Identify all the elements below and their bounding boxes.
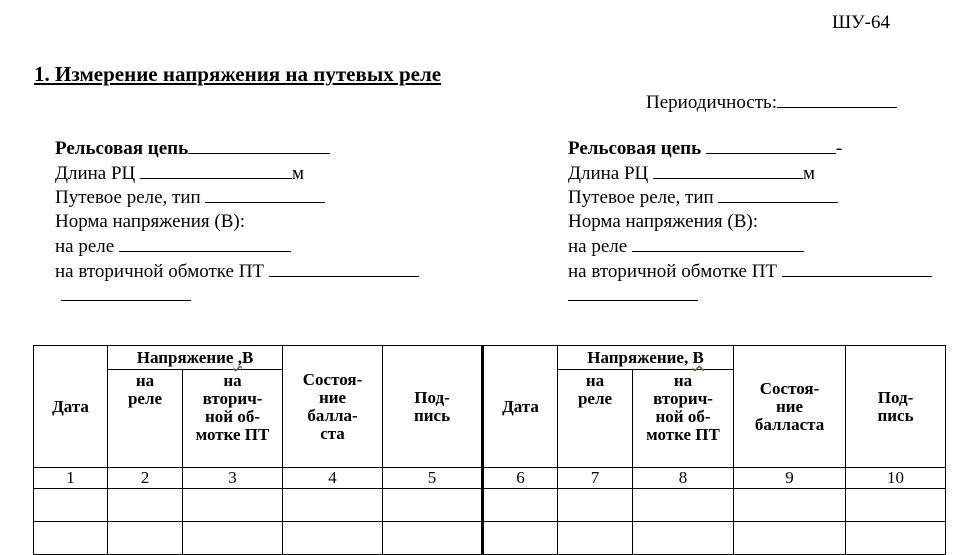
left-length-blank[interactable] [140,161,292,179]
right-date-header: Дата [483,346,558,468]
right-voltage-header: Напряжение, В [558,346,734,370]
left-relay-type-blank[interactable] [205,185,325,203]
right-secondary-blank[interactable] [782,259,932,277]
right-signature-header: Под- пись [846,346,946,468]
table-cell[interactable] [183,489,283,522]
right-secondary-header: на вторич- ной об- мотке ПТ [633,370,734,468]
right-on-relay-header: на реле [558,370,633,468]
left-length-label: Длина РЦ [55,162,136,184]
right-relay-type-blank[interactable] [718,185,838,203]
column-number-row [34,468,946,489]
periodicity-blank[interactable] [777,90,897,108]
right-length-unit: м [803,162,816,184]
left-on-relay-blank[interactable] [119,234,291,252]
table-row [34,489,946,522]
table-cell[interactable] [483,522,558,555]
left-relay-type-label: Путевое реле, тип [55,187,201,208]
left-secondary-label: на вторичной обмотке ПТ [55,260,265,282]
left-signature-header: Под- пись [383,346,483,468]
left-ballast-header: Состоя- ние балла- ста [283,346,383,468]
column-number: 2 [108,468,183,489]
left-on-relay-header: на реле [108,370,183,468]
left-on-relay-label: на реле [55,236,115,257]
table-cell[interactable] [633,489,734,522]
right-rail-circuit-suffix: - [835,138,843,159]
left-norm-label: Норма напряжения (В): [55,210,246,232]
left-secondary-blank[interactable] [269,259,419,277]
left-rail-circuit-label: Рельсовая цепь [55,138,189,159]
column-number: 8 [633,468,734,489]
table-cell[interactable] [108,489,183,522]
left-secondary-header: на вторич- ной об- мотке ПТ [183,370,283,468]
page-title: 1. Измерение напряжения на путевых реле [34,62,442,86]
left-length-unit: м [292,162,305,184]
table-cell[interactable] [846,489,946,522]
right-length-blank[interactable] [653,161,803,179]
right-rail-circuit-blank[interactable] [706,136,836,154]
column-number: 7 [558,468,633,489]
right-secondary-label: на вторичной обмотке ПТ [568,260,778,282]
right-extra-blank[interactable] [568,283,698,301]
column-number: 4 [283,468,383,489]
form-code: ШУ-64 [832,12,890,33]
table-cell[interactable] [183,522,283,555]
table-cell[interactable] [283,489,383,522]
table-cell[interactable] [34,489,108,522]
table-cell[interactable] [846,522,946,555]
table-cell[interactable] [734,522,846,555]
column-number: 10 [846,468,946,489]
column-number: 9 [734,468,846,489]
column-number: 6 [483,468,558,489]
table-cell[interactable] [283,522,383,555]
left-date-header: Дата [34,346,108,468]
table-row [34,522,946,555]
table-cell[interactable] [108,522,183,555]
periodicity-label: Периодичность: [646,92,777,113]
table-cell[interactable] [483,489,558,522]
table-cell[interactable] [734,489,846,522]
periodicity-field [646,90,897,114]
right-on-relay-label: на реле [568,236,628,257]
table-cell[interactable] [383,489,483,522]
left-extra-blank[interactable] [61,283,191,301]
table-cell[interactable] [633,522,734,555]
column-number: 1 [34,468,108,489]
right-length-label: Длина РЦ [568,162,649,184]
table-cell[interactable] [383,522,483,555]
right-norm-label: Норма напряжения (В): [568,210,759,232]
table-cell[interactable] [558,522,633,555]
right-ballast-header: Состоя- ние балласта [734,346,846,468]
left-rail-circuit-blank[interactable] [188,136,330,154]
right-on-relay-blank[interactable] [632,234,804,252]
right-relay-type-label: Путевое реле, тип [568,187,714,208]
table-cell[interactable] [558,489,633,522]
column-number: 3 [183,468,283,489]
left-voltage-header: Напряжение ,В [108,346,283,370]
right-info-block [568,136,932,308]
left-info-block [55,136,419,308]
table-cell[interactable] [34,522,108,555]
column-number: 5 [383,468,483,489]
right-rail-circuit-label: Рельсовая цепь [568,138,702,159]
